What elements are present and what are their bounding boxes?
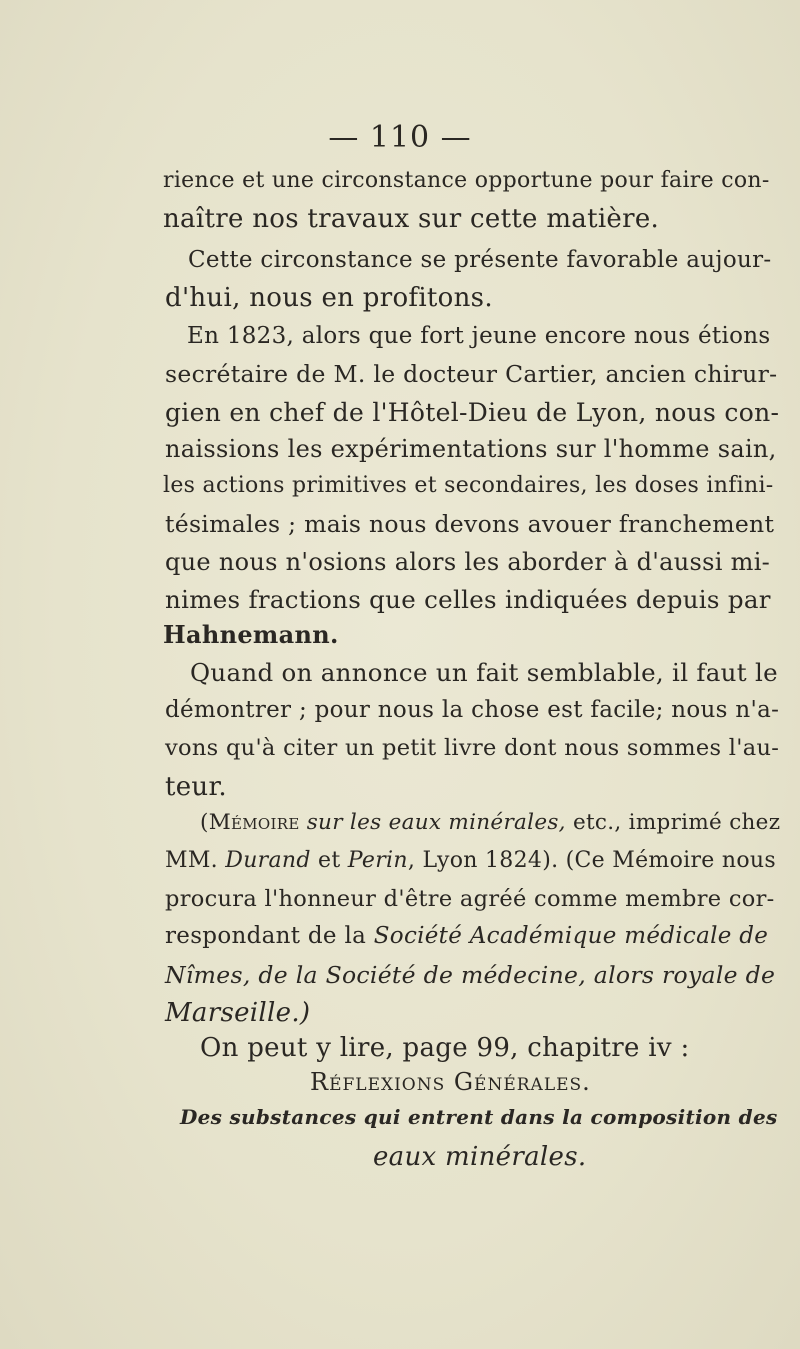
conj-et: et: [310, 848, 348, 873]
text-line-21: [165, 923, 768, 949]
section-heading: Réflexions Générales.: [310, 1068, 591, 1096]
text-line-12: nimes fractions que celles indiquées depuis par: [165, 585, 771, 614]
text-line-23: Marseille.): [165, 998, 311, 1028]
mm-label: MM.: [165, 848, 226, 873]
text-line-18: [200, 810, 780, 835]
text-line-22: Nîmes, de la Société de médecine, alors royale de: [165, 961, 776, 989]
printer-perin: Perin: [347, 848, 408, 873]
text-line-2: naître nos travaux sur cette matière.: [163, 204, 660, 234]
text-line-20: procura l'honneur d'être agréé comme membre cor-: [165, 886, 775, 912]
memoire-label: (Mémoire: [200, 810, 300, 835]
text-line-14: Quand on annonce un fait semblable, il faut le: [190, 658, 778, 687]
text-line-26: Des substances qui entrent dans la composition des: [180, 1105, 778, 1129]
text-line-6: secrétaire de M. le docteur Cartier, ancien chirur-: [165, 360, 778, 388]
text-line-19: [165, 848, 776, 873]
text-line-27: eaux minérales.: [373, 1142, 587, 1172]
societe-academique: Société Académique médicale de: [373, 923, 769, 949]
text-line-5: En 1823, alors que fort jeune encore nous étions: [187, 323, 771, 349]
text-line-11: que nous n'osions alors les aborder à d'aussi mi-: [165, 548, 771, 576]
text-line-8: naissions les expérimentations sur l'homme sain,: [165, 435, 777, 463]
line-21-head: respondant de la: [165, 923, 374, 949]
text-line-13: Hahnemann.: [163, 620, 339, 649]
text-line-4: d'hui, nous en profitons.: [165, 283, 493, 313]
text-line-10: tésimales ; mais nous devons avouer franchement: [165, 510, 775, 538]
text-line-15: démontrer ; pour nous la chose est facile; nous n'a-: [165, 697, 780, 723]
text-line-24: On peut y lire, page 99, chapitre iv :: [200, 1033, 690, 1063]
text-line-1: rience et une circonstance opportune pour faire con-: [163, 168, 770, 193]
memoire-title: sur les eaux minérales,: [299, 810, 566, 835]
memoire-tail: etc., imprimé chez: [565, 810, 781, 835]
page-number: — 110 —: [328, 120, 472, 155]
text-line-17: teur.: [165, 772, 227, 802]
text-line-7: gien en chef de l'Hôtel-Dieu de Lyon, nous con-: [165, 398, 780, 427]
text-line-9: les actions primitives et secondaires, les doses infini-: [163, 473, 774, 498]
line-19-tail: , Lyon 1824). (Ce Mémoire nous: [407, 848, 776, 873]
text-line-3: Cette circonstance se présente favorable aujour-: [188, 247, 772, 273]
text-line-16: vons qu'à citer un petit livre dont nous sommes l'au-: [165, 735, 780, 761]
printer-durand: Durand: [225, 848, 311, 873]
